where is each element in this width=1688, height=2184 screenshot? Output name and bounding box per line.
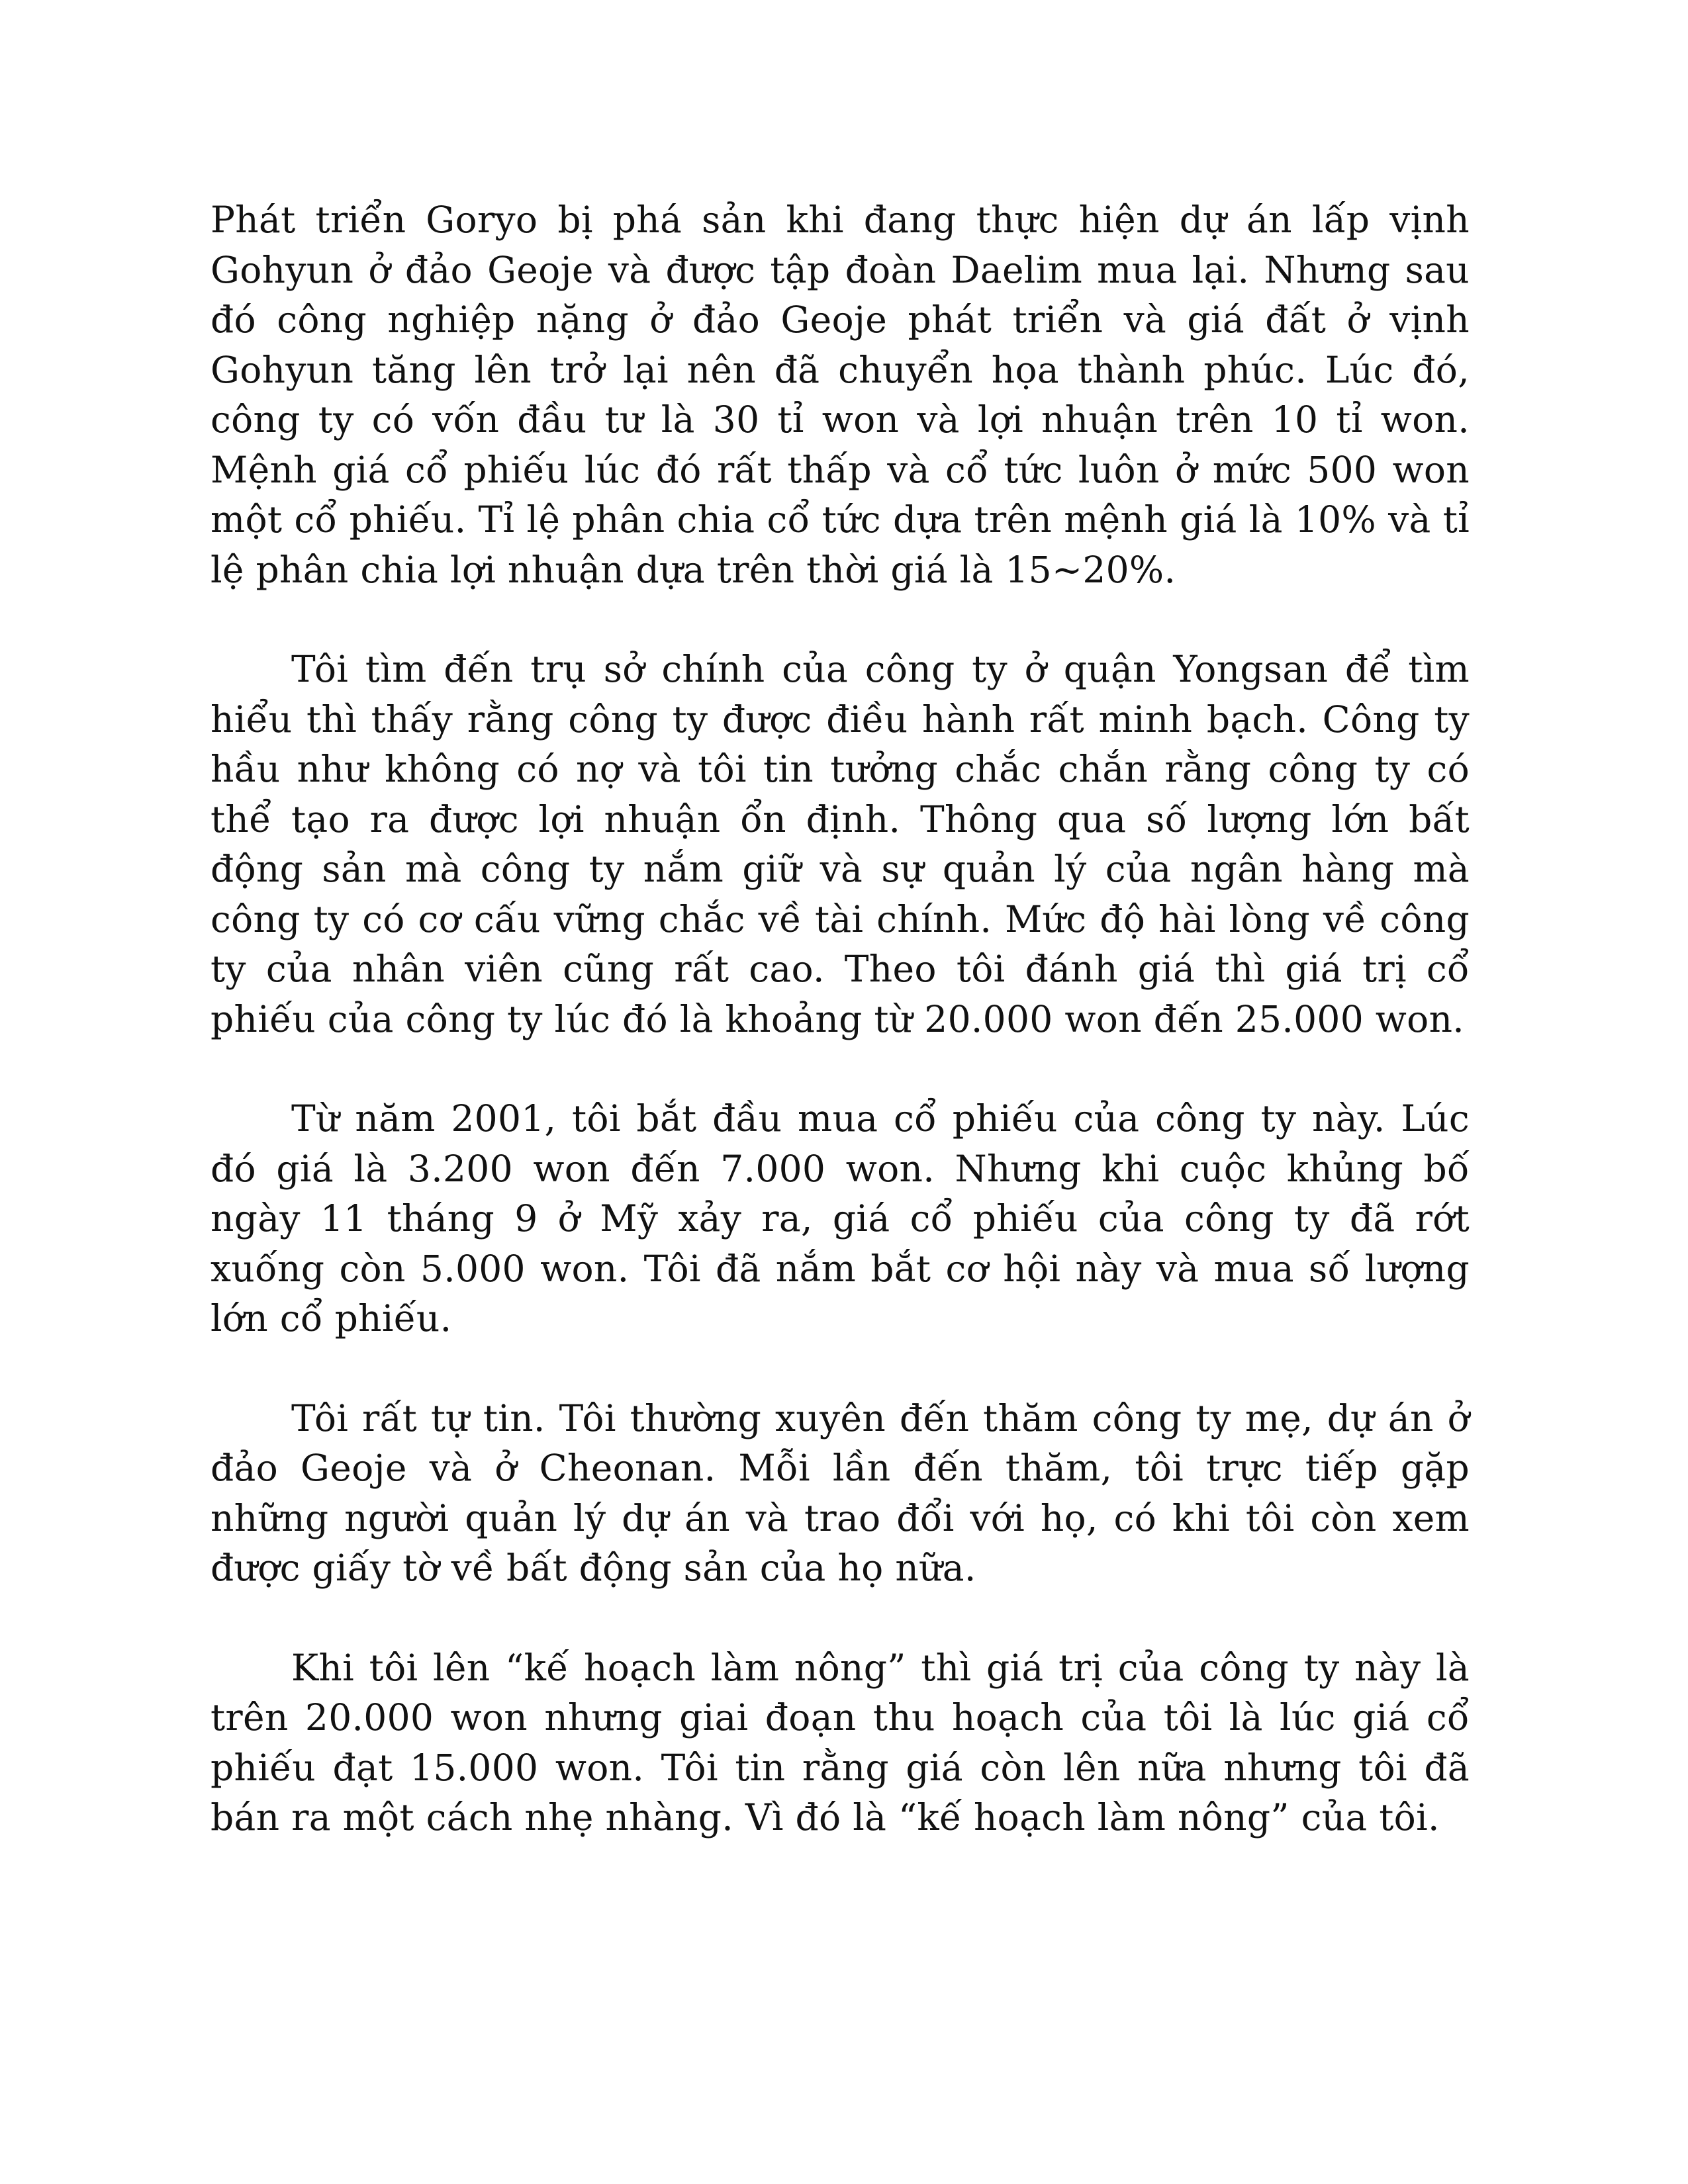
document-body [211,195,1470,1893]
paragraph-1: Phát triển Goryo bị phá sản khi đang thực hiện dự án lấp vịnh Gohyun ở đảo Geoje và được tập đoàn Daelim mua lại. Nhưng sau đó công nghiệp nặng ở đảo Geoje phát triển và giá đất ở vịnh Gohyun tăng lên trở lại nên đã chuyển họa thành phúc. Lúc đó, công ty có vốn đầu tư là 30 tỉ won và lợi nhuận trên 10 tỉ won. Mệnh giá cổ phiếu lúc đó rất thấp và cổ tức luôn ở mức 500 won một cổ phiếu. Tỉ lệ phân chia cổ tức dựa trên mệnh giá là 10% và tỉ lệ phân chia lợi nhuận dựa trên thời giá là 15~20%. [211,199,1470,591]
paragraph-3: Từ năm 2001, tôi bắt đầu mua cổ phiếu của công ty này. Lúc đó giá là 3.200 won đến 7.000 won. Nhưng khi cuộc khủng bố ngày 11 tháng 9 ở Mỹ xảy ra, giá cổ phiếu của công ty đã rớt xuống còn 5.000 won. Tôi đã nắm bắt cơ hội này và mua số lượng lớn cổ phiếu. [211,1097,1470,1340]
paragraph-4: Tôi rất tự tin. Tôi thường xuyên đến thăm công ty mẹ, dự án ở đảo Geoje và ở Cheonan. Mỗi lần đến thăm, tôi trực tiếp gặp những người quản lý dự án và trao đổi với họ, có khi tôi còn xem được giấy tờ về bất động sản của họ nữa. [211,1396,1470,1589]
paragraph-2: Tôi tìm đến trụ sở chính của công ty ở quận Yongsan để tìm hiểu thì thấy rằng công ty được điều hành rất minh bạch. Công ty hầu như không có nợ và tôi tin tưởng chắc chắn rằng công ty có thể tạo ra được lợi nhuận ổn định. Thông qua số lượng lớn bất động sản mà công ty nắm giữ và sự quản lý của ngân hàng mà công ty có cơ cấu vững chắc về tài chính. Mức độ hài lòng về công ty của nhân viên cũng rất cao. Theo tôi đánh giá thì giá trị cổ phiếu của công ty lúc đó là khoảng từ 20.000 won đến 25.000 won. [211,648,1470,1040]
paragraph-5: Khi tôi lên “kế hoạch làm nông” thì giá trị của công ty này là trên 20.000 won nhưng giai đoạn thu hoạch của tôi là lúc giá cổ phiếu đạt 15.000 won. Tôi tin rằng giá còn lên nữa nhưng tôi đã bán ra một cách nhẹ nhàng. Vì đó là “kế hoạch làm nông” của tôi. [211,1646,1470,1839]
